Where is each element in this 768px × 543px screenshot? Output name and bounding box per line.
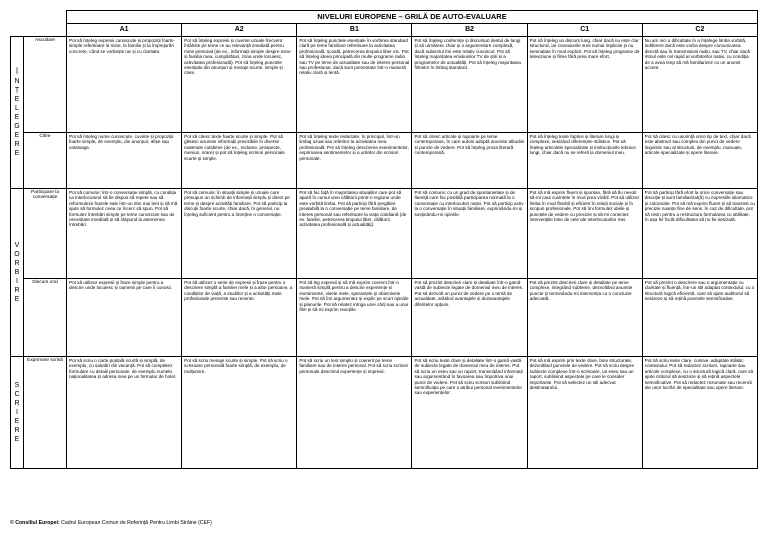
cell-listening-c1: Pot să înțeleg un discurs lung, chiar dacă nu este clar structurat, iar conexiunile sunt numai implicite și nu semnalate în mod explicit. Pot să înțeleg programe de televiziune și filme fără prea mare efort. [527,37,642,133]
cell-reading-a2: Pot să citesc texte foarte scurte și simple. Pot să găsesc anumite informații previzibile în diverse materiale cotidiene (de ex., reclame, prospecte, meniuri, orare) și pot să înțeleg scrisori personale scurte și simple. [182,133,297,189]
cell-writing-c1: Pot să mă exprim prin texte clare, bine structurate, dezvoltând punctele de vedere. Pot să scriu despre subiecte complexe într-o scrisoare, un eseu sau un raport, subliniind aspectele pe care le consider importante. Pot să selectez un stil adecvat destinatarului. [527,357,642,469]
cell-conversation-a2: Pot să comunic în situații simple și uzuale care presupun un schimb de informații simplu și direct pe teme și despre activități familiare. Pot să particip la discuții foarte scurte, chiar dacă, în general, nu înțeleg suficient pentru a întreține o conversație. [182,189,297,279]
cell-writing-c2: Pot să scriu texte clare, cursive, adaptate stilistic contextului. Pot să redactez scrisori, rapoarte sau articole complexe, cu o structură logică clară, care să ajute cititorul să sesizeze și să rețină aspectele semnificative. Pot să redactez rezumate sau recenzii ale unor lucrări de specialitate sau opere literare. [642,357,757,469]
row-label-spoken-production: Discurs oral [24,279,67,357]
footer [10,520,212,526]
category-speaking: V O R B I R E [11,189,24,357]
cell-listening-c2: Nu am nici o dificultate în a înțelege limba vorbită, indiferent dacă este vorba despre comunicarea directă sau în transmisiuni radio, sau TV, chiar dacă ritmul este cel rapid al vorbitorilor nativi, cu condiția de a avea timp să mă familiarizez cu un anumit accent. [642,37,757,133]
cell-spoken-b2: Pot să prezint descrieri clare și detaliate într-o gamă vastă de subiecte legate de domeniul meu de interes. Pot să dezvolt un punct de vedere pe o temă de actualitate, arătând avantajele și dezavantajele diferitelor opțiuni. [412,279,527,357]
level-header-c2: C2 [642,24,757,37]
cell-listening-b1: Pot să înțeleg punctele esențiale în vorbirea standard clară pe teme familiare referitoare la activitatea profesională, școală, petrecerea timpului liber etc. Pot să înțeleg ideea principală din multe programe radio sau TV pe teme de actualitate sau de interes personal sau profesional, dacă sunt prezentate într-o manieră relativ clară și lentă. [297,37,412,133]
level-header-a2: A2 [182,24,297,37]
row-label-reading: Citire [24,133,67,189]
row-label-listening: Ascultare [24,37,67,133]
footer-copyright: © Consiliul Europei: [10,520,60,526]
cell-reading-a1: Pot să înțeleg nume cunoscute, cuvinte și propoziții foarte simple, de exemplu, din anunțuri, afișe sau cataloage. [67,133,182,189]
cell-listening-b2: Pot să înțeleg conferințe și discursuri destul de lungi și să urmăresc chiar și o argumentare complexă, dacă subiectul îmi este relativ cunoscut. Pot să înțeleg majoritatea emisiunilor TV de știri și a programelor de actualități. Pot să înțeleg majoritatea filmelor în limbaj standard. [412,37,527,133]
cell-writing-b2: Pot să scriu texte clare și detaliate într-o gamă vastă de subiecte legate de domeniul meu de interes. Pot să scriu un eseu sau un raport, transmițând informații sau argumentând în favoarea sau împotriva unui punct de vedere. Pot să scriu scrisori subliniind semnificația pe care o atribui personal evenimentelor sau experiențelor. [412,357,527,469]
cell-spoken-b1: Pot să leg expresii și să mă exprim coerent într-o manieră simplă pentru a descrie experiențe și evenimente, visele mele, speranțele și obiectivele mele. Pot să îmi argumentez și explic pe scurt opiniile și planurile. Pot să relatez intriga unei cărți sau a unui film și să-mi exprim reacțiile. [297,279,412,357]
level-header-c1: C1 [527,24,642,37]
self-assessment-table [10,23,758,469]
cell-conversation-b1: Pot să fac față în majoritatea situațiilor care pot să apară în cursul unei călătorii printr-o regiune unde este vorbită limba. Pot să particip fără pregătire prealabilă la o conversație pe teme familiare, de interes personal sau referitoare la viața cotidiană (de ex. familie, petrecerea timpului liber, călătorii, activitatea profesională și actualități). [297,189,412,279]
cell-spoken-c1: Pot să prezint descrieri clare și detaliate pe teme complexe, integrând subteme, dezvoltând anumite puncte și terminându-mi intervenția cu o concluzie adecvată. [527,279,642,357]
cell-reading-b2: Pot să citesc articole și rapoarte pe teme contemporane, în care autorii adoptă anumite atitudini și puncte de vedere. Pot să înțeleg proza literară contemporană. [412,133,527,189]
row-label-conversation: Participare la conversație [24,189,67,279]
cell-listening-a1: Pot să înțeleg expresii cunoscute și propoziții foarte simple referitoare la mine, la familie și la împrejurări concrete, când se vorbește rar și cu claritate. [67,37,182,133]
cell-conversation-c2: Pot să particip fără efort la orice conversație sau discuție și sunt familiarizat(ă) cu expresiile idiomatice și colocviale. Pot să mă exprim fluent și să transmit cu precizie nuanțe fine de sens. În caz de dificultate, pot să revin pentru a restructura formularea cu abilitate, în așa fel încât dificultatea să nu fie sesizată. [642,189,757,279]
cell-reading-c2: Pot să citesc cu ușurință orice tip de text, chiar dacă este abstract sau complex din punct de vedere lingvistic sau al structurii, de exemplu, manuale, articole specializate și opere literare. [642,133,757,189]
cell-listening-a2: Pot să înțeleg expresii și cuvinte uzuale frecvent întâlnite pe teme ce au relevanță imediată pentru mine personal (de ex., informații simple despre mine și familia mea, cumpărături, zona unde locuiesc, activitatea profesională). Pot să înțeleg punctele esențiale din anunțuri și mesaje scurte, simple și clare. [182,37,297,133]
cell-writing-a1: Pot să scriu o carte poștală scurtă și simplă, de exemplu, cu salutări din vacanță. Pot să completez formulare cu detalii personale, de exemplu numele, naționalitatea și adresa mea pe un formular de hotel. [67,357,182,469]
cell-spoken-c2: Pot să prezint o descriere sau o argumentație cu claritate și fluență, într-un stil adaptat contextului; cu o structură logică eficientă, care să ajute auditoriul să sesizeze și să rețină punctele semnificative. [642,279,757,357]
table-row [11,189,758,279]
grid-title: NIVELURI EUROPENE – GRILĂ DE AUTO-EVALUARE [66,10,758,23]
level-header-b1: B1 [297,24,412,37]
cell-conversation-c1: Pot să mă exprim fluent și spontan, fără să fiu nevoit să-mi caut cuvintele în mod prea vizibil. Pot să utilizez limba în mod flexibil și eficient în relații sociale și în scopuri profesionale. Pot să îmi formulez ideile și punctele de vedere cu precizie și să-mi conectez intervențiile bine de cele ale interlocutorilor mei. [527,189,642,279]
table-row [11,279,758,357]
cell-reading-b1: Pot să înțeleg texte redactate, în principal, într-un limbaj uzual sau referitor la activitatea mea profesională. Pot să înțeleg descrierea evenimentelor, exprimarea sentimentelor și a urărilor din scrisori personale. [297,133,412,189]
cell-writing-b1: Pot să scriu un text simplu și coerent pe teme familiare sau de interes personal. Pot să scriu scrisori personale descriind experiențe și impresii. [297,357,412,469]
table-row [11,37,758,133]
category-understanding: Î N Ț E L E G E R E [11,37,24,189]
cell-conversation-b2: Pot să comunic cu un grad de spontaneitate și de fluență care fac posibilă participarea normală la o conversație cu interlocutori nativi. Pot să particip activ la o conversație în situații familiare, exprimându-mi și susținându-mi opiniile. [412,189,527,279]
level-header-row [11,24,758,37]
header-blank [24,24,67,37]
cell-spoken-a2: Pot să utilizez o serie de expresii și fraze pentru o descriere simplă a familiei mele și a altor persoane, a condițiilor de viață, a studiilor și a activității mele profesionale prezente sau recente. [182,279,297,357]
level-header-a1: A1 [67,24,182,37]
header-blank [11,24,24,37]
cell-writing-a2: Pot să scriu mesaje scurte și simple. Pot să scriu o scrisoare personală foarte simplă, de exemplu, de mulțumire. [182,357,297,469]
row-label-writing: Exprimare scrisă [24,357,67,469]
footer-text: Cadrul European Comun de Referință Pentru Limbi Străine (CEF) [61,520,212,526]
cell-reading-c1: Pot să înțeleg texte faptice și literare lungi și complexe, sesizând diferențele stilistice. Pot să înțeleg articolele specializate și instrucțiunile tehnice lungi, chiar dacă nu se referă la domeniul meu. [527,133,642,189]
cell-conversation-a1: Pot să comunic într-o conversație simplă, cu condiția ca interlocutorul să fie dispus să repete sau să reformuleze frazele sale într-un ritm mai lent și să mă ajute să formulez ceea ce încerc să spun. Pot să formulez întrebări simple pe teme cunoscute sau de necesitate imediată și să răspund la asemenea întrebări. [67,189,182,279]
grid-sheet [10,10,758,469]
table-row [11,133,758,189]
category-writing: S C R I E R E [11,357,24,469]
table-row [11,357,758,469]
level-header-b2: B2 [412,24,527,37]
cell-spoken-a1: Pot să utilizez expresii și fraze simple pentru a descrie unde locuiesc și oamenii pe care îi cunosc. [67,279,182,357]
